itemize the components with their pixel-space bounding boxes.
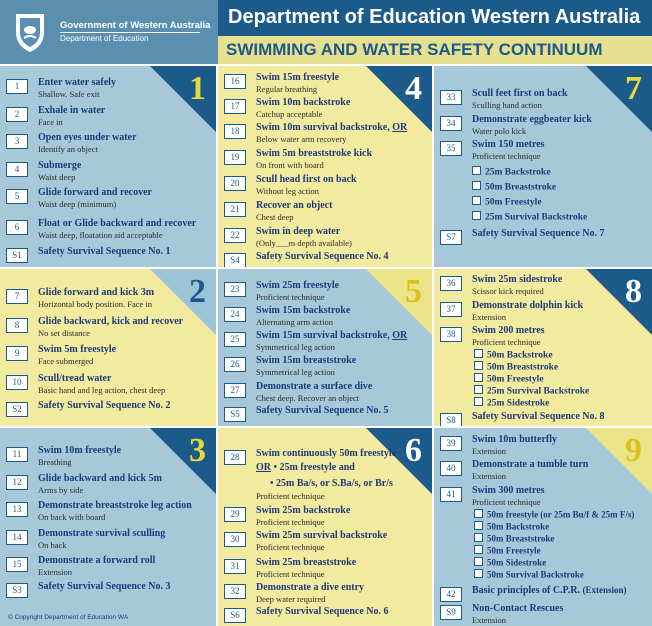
checklist-item: 50m Survival Backstroke [474, 569, 584, 580]
corner-triangle [366, 269, 432, 335]
item-code: S9 [440, 605, 462, 620]
item-title: Exhale in water [38, 105, 106, 116]
checklist-item: 50m Breaststroke [474, 361, 558, 373]
item-note: Extension [472, 312, 506, 322]
item-code: 1 [6, 79, 28, 94]
checklist-item: 50m Sidestroke [474, 557, 546, 568]
item-code: 29 [224, 507, 246, 522]
item-code: 16 [224, 74, 246, 89]
item-code: 40 [440, 461, 462, 476]
item-code: S6 [224, 608, 246, 623]
item-code: 13 [6, 502, 28, 517]
item-code: 26 [224, 357, 246, 372]
item-note: Proficient technique [472, 151, 541, 161]
stage-number: 9 [625, 432, 642, 469]
item-note: Water polo kick [472, 126, 527, 136]
item-note: Proficient technique [472, 497, 541, 507]
checklist-item: 50m Backstroke [474, 349, 553, 361]
stage-number: 5 [405, 273, 422, 310]
item-title: Demonstrate breaststroke leg action [38, 500, 192, 511]
or-marker: OR [392, 122, 408, 133]
title-bar [218, 0, 652, 36]
item-code: 41 [440, 487, 462, 502]
item-note: Extension [38, 567, 72, 577]
item-code: 18 [224, 124, 246, 139]
item-title-text: Swim 10m survival backstroke, [256, 122, 390, 133]
item-code: 9 [6, 346, 28, 361]
item-title: Swim 25m freestyle [256, 280, 340, 291]
item-title [472, 585, 626, 596]
item-title: Swim in deep water [256, 226, 341, 237]
item-note: Deep water required [256, 594, 326, 604]
checklist-item: 50m Breaststroke [474, 533, 554, 544]
checklist-item: 25m Survival Backstroke [474, 385, 589, 397]
checklist-item: 50m Freestyle [474, 373, 544, 385]
item-note: Proficient technique [256, 569, 325, 579]
item-note: Proficient technique [256, 491, 325, 501]
item-title: Safety Survival Sequence No. 4 [256, 251, 389, 262]
stage-number: 3 [189, 432, 206, 469]
checklist-item: 50m freestyle (or 25m Bu/f & 25m F/s) [474, 509, 634, 520]
item-code: 22 [224, 228, 246, 243]
item-code: 28 [224, 450, 246, 465]
item-note: Arms by side [38, 485, 84, 495]
item-code: S2 [6, 402, 28, 417]
item-code: 36 [440, 276, 462, 291]
logo-divider [60, 32, 200, 33]
item-note: Symmetrical leg action [256, 367, 335, 377]
or-marker: OR [256, 462, 271, 473]
stage-number: 4 [405, 70, 422, 107]
stage-number: 1 [189, 70, 206, 107]
item-title: Safety Survival Sequence No. 2 [38, 400, 171, 411]
item-note: Alternating arm action [256, 317, 333, 327]
item-code: 14 [6, 530, 28, 545]
item-code: 6 [6, 220, 28, 235]
item-title: Demonstrate survival sculling [38, 528, 166, 539]
item-extension-tag: (Extension) [582, 585, 627, 595]
item-code: 24 [224, 307, 246, 322]
item-code: 27 [224, 383, 246, 398]
item-code: 21 [224, 202, 246, 217]
item-title: Swim 10m freestyle [38, 445, 122, 456]
item-note: Basic hand and leg action, chest deep [38, 385, 166, 395]
item-title: Swim 200 metres [472, 325, 545, 336]
stage-5-panel [218, 269, 432, 426]
corner-triangle [586, 66, 652, 132]
item-code: 20 [224, 176, 246, 191]
item-code: 37 [440, 302, 462, 317]
item-note: Chest deep. Recover an object [256, 393, 360, 403]
item-note: Waist deep, floatation aid acceptable [38, 230, 163, 240]
item-code: 10 [6, 375, 28, 390]
department-name: Department of Education [60, 34, 149, 43]
item-title: Demonstrate dolphin kick [472, 300, 584, 311]
item-code: 31 [224, 559, 246, 574]
item-title: Submerge [38, 160, 82, 171]
item-code: 23 [224, 282, 246, 297]
item-title: Swim 5m breaststroke kick [256, 148, 373, 159]
item-code: 17 [224, 99, 246, 114]
item-title: Glide backward, kick and recover [38, 316, 184, 327]
item-code: S3 [6, 583, 28, 598]
item-code: S7 [440, 230, 462, 245]
item-title: Swim 15m backstroke [256, 305, 351, 316]
item-title: Swim 25m backstroke [256, 505, 351, 516]
item-title: Safety Survival Sequence No. 7 [472, 228, 605, 239]
option-text: • 25m freestyle and [273, 462, 355, 473]
item-title: Glide backward and kick 5m [38, 473, 162, 484]
checklist-item: 25m Sidestroke [474, 397, 549, 409]
item-note: (Only___m depth available) [256, 238, 352, 248]
item-code: 25 [224, 332, 246, 347]
item-note: Horizontal body position. Face in [38, 299, 153, 309]
government-logo-block [0, 0, 218, 64]
item-code: 34 [440, 116, 462, 131]
item-title: Swim 10m butterfly [472, 434, 557, 445]
item-code: S4 [224, 253, 246, 267]
or-marker: OR [392, 330, 408, 341]
item-code: 5 [6, 189, 28, 204]
subtitle-bar [218, 36, 652, 64]
item-title: Swim 300 metres [472, 485, 545, 496]
stage-2-panel [0, 269, 216, 426]
stage-6-panel [218, 428, 432, 626]
stage-9-panel [434, 428, 652, 626]
wa-crest-icon [10, 10, 50, 54]
item-title: Swim 25m survival backstroke [256, 530, 388, 541]
checklist-item: 50m Breaststroke [472, 181, 556, 193]
item-title: Enter water safely [38, 77, 116, 88]
item-title: Demonstrate a forward roll [38, 555, 156, 566]
item-note: Proficient technique [256, 542, 325, 552]
item-title: Safety Survival Sequence No. 8 [472, 411, 605, 422]
item-note: On back with board [38, 512, 106, 522]
item-title: Swim 25m sidestroke [472, 274, 563, 285]
item-code: 19 [224, 150, 246, 165]
stage-number: 8 [625, 273, 642, 310]
item-title: Non-Contact Rescues [472, 603, 564, 614]
checklist-item: 50m Backstroke [474, 521, 549, 532]
stage-4-panel [218, 66, 432, 267]
item-title: Swim 15m freestyle [256, 72, 340, 83]
copyright-notice: © Copyright Department of Education WA [8, 614, 129, 621]
item-note: Face submerged [38, 356, 94, 366]
item-title: Safety Survival Sequence No. 1 [38, 246, 171, 257]
stage-7-panel [434, 66, 652, 267]
item-title: Scull/tread water [38, 373, 112, 384]
item-title [256, 330, 407, 341]
item-title: Open eyes under water [38, 132, 137, 143]
item-title-text: Swim 15m survival backstroke, [256, 330, 390, 341]
item-note: On back [38, 540, 67, 550]
item-title: Demonstrate eggbeater kick [472, 114, 592, 125]
checklist-item: 50m Freestyle [472, 196, 542, 208]
item-note: Breathing [38, 457, 72, 467]
item-title-text: Basic principles of C.P.R. [472, 585, 580, 596]
item-code: S8 [440, 413, 462, 426]
item-title: Swim 25m breaststroke [256, 557, 357, 568]
item-code: 2 [6, 107, 28, 122]
item-note: Proficient technique [256, 292, 325, 302]
item-code: 12 [6, 475, 28, 490]
item-note: Extension [472, 471, 506, 481]
corner-triangle [150, 428, 216, 494]
item-title: Glide forward and kick 3m [38, 287, 155, 298]
item-note: Catchup acceptable [256, 109, 323, 119]
item-title: Scull feet first on back [472, 88, 568, 99]
item-code: 42 [440, 587, 462, 602]
item-option-line: • 25m Ba/s, or S.Ba/s, or Br/s [270, 478, 393, 489]
item-title: Demonstrate a tumble turn [472, 459, 589, 470]
stage-number: 6 [405, 432, 422, 469]
stage-number: 7 [625, 70, 642, 107]
item-code: S5 [224, 407, 246, 422]
item-title: Swim 5m freestyle [38, 344, 117, 355]
item-title: Recover an object [256, 200, 333, 211]
item-note: Scissor kick required [472, 286, 544, 296]
item-code: 35 [440, 141, 462, 156]
item-code: 32 [224, 584, 246, 599]
item-note: Proficient technique [256, 517, 325, 527]
item-title: Float or Glide backward and recover [38, 218, 197, 229]
checklist-item: 25m Backstroke [472, 166, 551, 178]
item-note: Face in [38, 117, 63, 127]
item-note: Without leg action [256, 186, 319, 196]
item-code: 3 [6, 134, 28, 149]
item-code: 38 [440, 327, 462, 342]
government-name: Government of Western Australia [60, 20, 211, 31]
item-code: 7 [6, 289, 28, 304]
item-code: 8 [6, 318, 28, 333]
item-note: No set distance [38, 328, 90, 338]
item-code: 15 [6, 557, 28, 572]
item-note: Symmetrical leg action [256, 342, 335, 352]
item-note: Identify an object [38, 144, 98, 154]
item-option-line [256, 462, 355, 473]
item-note: Shallow. Safe exit [38, 89, 100, 99]
item-code: 33 [440, 90, 462, 105]
item-title: Scull head first on back [256, 174, 357, 185]
item-note: Waist deep [38, 172, 76, 182]
item-note: On front with board [256, 160, 324, 170]
page-title: Department of Education Western Australia [228, 6, 641, 28]
item-code: 30 [224, 532, 246, 547]
item-title: Safety Survival Sequence No. 5 [256, 405, 389, 416]
item-code: 11 [6, 447, 28, 462]
item-title: Swim 15m breaststroke [256, 355, 357, 366]
item-title: Safety Survival Sequence No. 3 [38, 581, 171, 592]
item-note: Chest deep [256, 212, 294, 222]
item-title: Swim continuously 50m freestyle [256, 448, 397, 459]
header [0, 0, 652, 64]
item-note: Waist deep (minimum) [38, 199, 117, 209]
page-subtitle: SWIMMING AND WATER SAFETY CONTINUUM [226, 40, 603, 59]
item-title: Glide forward and recover [38, 187, 152, 198]
stage-number: 2 [189, 273, 206, 310]
corner-triangle [150, 66, 216, 132]
stage-8-panel [434, 269, 652, 426]
corner-triangle [586, 269, 652, 335]
item-title: Swim 10m backstroke [256, 97, 351, 108]
item-code: S1 [6, 248, 28, 263]
item-title: Safety Survival Sequence No. 6 [256, 606, 389, 617]
item-note: Regular breathing [256, 84, 318, 94]
stage-3-panel [0, 428, 216, 626]
checklist-item: 25m Survival Backstroke [472, 211, 587, 223]
item-note: Extension [472, 615, 506, 625]
item-title: Demonstrate a dive entry [256, 582, 365, 593]
item-note: Proficient technique [472, 337, 541, 347]
item-note: Below water arm recovery [256, 134, 347, 144]
item-note: Extension [472, 446, 506, 456]
corner-triangle [586, 428, 652, 494]
item-title [256, 122, 407, 133]
stage-1-panel [0, 66, 216, 267]
item-title: Swim 150 metres [472, 139, 545, 150]
item-code: 39 [440, 436, 462, 451]
item-title: Demonstrate a surface dive [256, 381, 373, 392]
checklist-item: 50m Freestyle [474, 545, 541, 556]
item-note: Sculling hand action [472, 100, 542, 110]
item-code: 4 [6, 162, 28, 177]
